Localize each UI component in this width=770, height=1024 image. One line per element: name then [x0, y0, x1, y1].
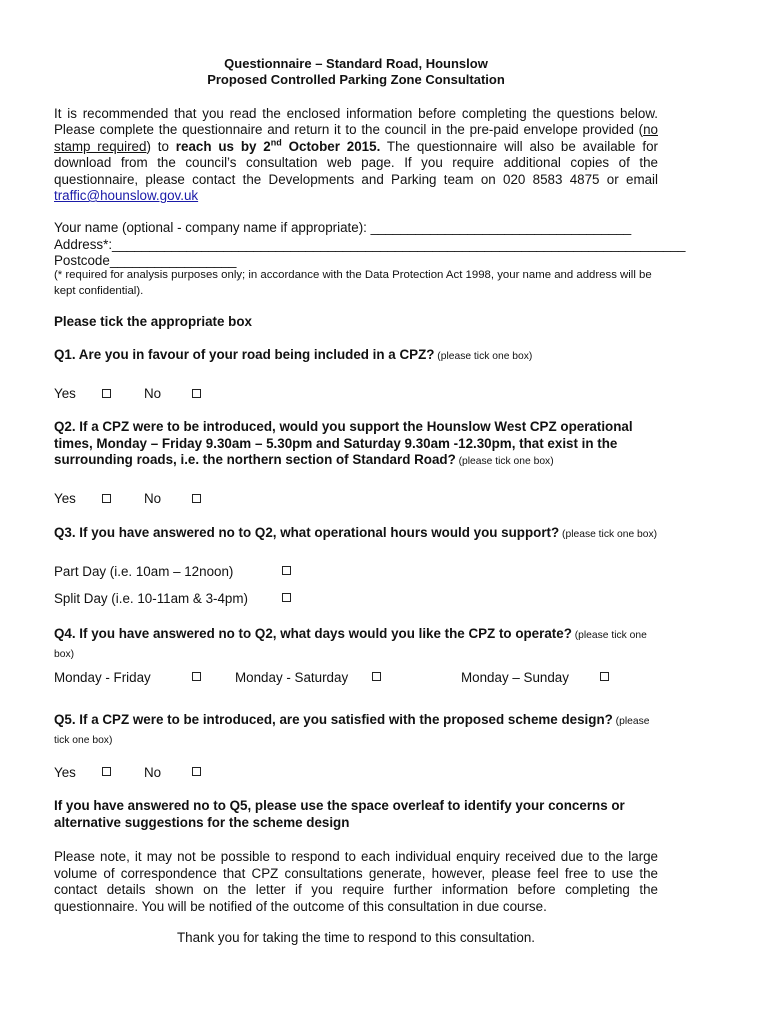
q3-hint: (please tick one box): [559, 529, 658, 540]
q3-text: Q3. If you have answered no to Q2, what operational hours would you support?: [54, 525, 560, 540]
thank-you-line: Thank you for taking the time to respond to this consultation.: [176, 930, 536, 945]
q2-yes-label: Yes: [54, 491, 76, 506]
q5-yes-checkbox[interactable]: [102, 767, 111, 776]
q4-mon-fri-checkbox[interactable]: [192, 672, 201, 681]
no-stamp-note: no stamp required: [54, 122, 658, 154]
q4-question: [54, 626, 658, 663]
q1-yes-label: Yes: [54, 386, 76, 401]
q2-no-checkbox[interactable]: [192, 494, 201, 503]
intro-text-2: ) to: [146, 138, 176, 154]
instruction-heading: Please tick the appropriate box: [54, 314, 252, 329]
q3-part-day-label: Part Day (i.e. 10am – 12noon): [54, 564, 234, 579]
followup-instruction: If you have answered no to Q5, please use the space overleaf to identify your concerns or alternative suggestions for the scheme design: [54, 798, 625, 830]
q4-mon-sat-checkbox[interactable]: [372, 672, 381, 681]
q2-hint: (please tick one box): [455, 456, 554, 467]
address-field[interactable]: Address*:_____________________________________________________________________________: [54, 236, 686, 252]
contact-fields: [54, 220, 686, 270]
deadline-pre: reach us by 2: [175, 138, 271, 154]
q3-part-day-checkbox[interactable]: [282, 566, 291, 575]
q1-text: Q1. Are you in favour of your road being included in a CPZ?: [54, 347, 435, 362]
q4-mon-sat-label: Monday - Saturday: [235, 670, 349, 685]
q4-hint: (please tick one box): [54, 630, 647, 660]
q4-text: Q4. If you have answered no to Q2, what days would you like the CPZ to operate?: [54, 626, 572, 641]
name-field[interactable]: Your name (optional - company name if appropriate): ___________________________________: [54, 220, 632, 235]
q5-question: [54, 712, 658, 749]
q2-no-label: No: [144, 491, 162, 506]
q2-text: Q2. If a CPZ were to be introduced, would you support the Hounslow West CPZ operational times, Monday – Friday 9.30am – 5.30pm and Saturday 9.30am -12.30pm, that exist in the surrounding roads, i.e. the northern section of Standard Road?: [54, 419, 633, 467]
intro-paragraph: [54, 106, 658, 204]
q3-question: [54, 525, 658, 544]
q1-no-label: No: [144, 386, 162, 401]
q5-yes-label: Yes: [54, 765, 76, 780]
deadline: [176, 139, 381, 154]
q1-question: [54, 347, 658, 366]
q3-split-day-label: Split Day (i.e. 10-11am & 3-4pm): [54, 591, 248, 606]
intro-text-1: It is recommended that you read the enclosed information before completing the questions below. Please complete the questionnaire and return it to the council in the pre-paid envelope provided (: [54, 106, 658, 138]
q2-yes-checkbox[interactable]: [102, 494, 111, 503]
data-protection-note: (* required for analysis purposes only; in accordance with the Data Protection Act 1998, your name and address will be kept confidential).: [54, 269, 652, 297]
document-title: Questionnaire – Standard Road, Hounslow: [224, 56, 488, 71]
intro-text-3: The questionnaire will also be available for download from the council’s consultation web page. If you require additional copies of the questionnaire, please contact the Developments and Parking team on 020 8583 4875 or email: [54, 138, 658, 187]
q5-no-label: No: [144, 765, 162, 780]
q1-yes-checkbox[interactable]: [102, 389, 111, 398]
q4-mon-sun-label: Monday – Sunday: [461, 670, 569, 685]
q5-hint: (please tick one box): [54, 716, 650, 746]
q1-hint: (please tick one box): [434, 351, 533, 362]
email-link[interactable]: traffic@hounslow.gov.uk: [54, 188, 199, 204]
q4-mon-fri-label: Monday - Friday: [54, 670, 151, 685]
document-subtitle: Proposed Controlled Parking Zone Consultation: [207, 72, 505, 87]
q2-question: [54, 419, 658, 471]
closing-paragraph: Please note, it may not be possible to respond to each individual enquiry received due to the large volume of correspondence that CPZ consultations generate, however, please feel free to use the contact details shown on the letter if you require further information before completing the questionnaire. You will be notified of the outcome of this consultation in due course.: [54, 849, 658, 914]
q1-no-checkbox[interactable]: [192, 389, 201, 398]
deadline-sup: nd: [270, 137, 282, 148]
q3-split-day-checkbox[interactable]: [282, 593, 291, 602]
deadline-post: October 2015.: [281, 138, 381, 154]
q5-text: Q5. If a CPZ were to be introduced, are you satisfied with the proposed scheme design?: [54, 712, 613, 727]
q5-no-checkbox[interactable]: [192, 767, 201, 776]
postcode-field[interactable]: Postcode_________________: [54, 253, 237, 268]
q4-mon-sun-checkbox[interactable]: [600, 672, 609, 681]
